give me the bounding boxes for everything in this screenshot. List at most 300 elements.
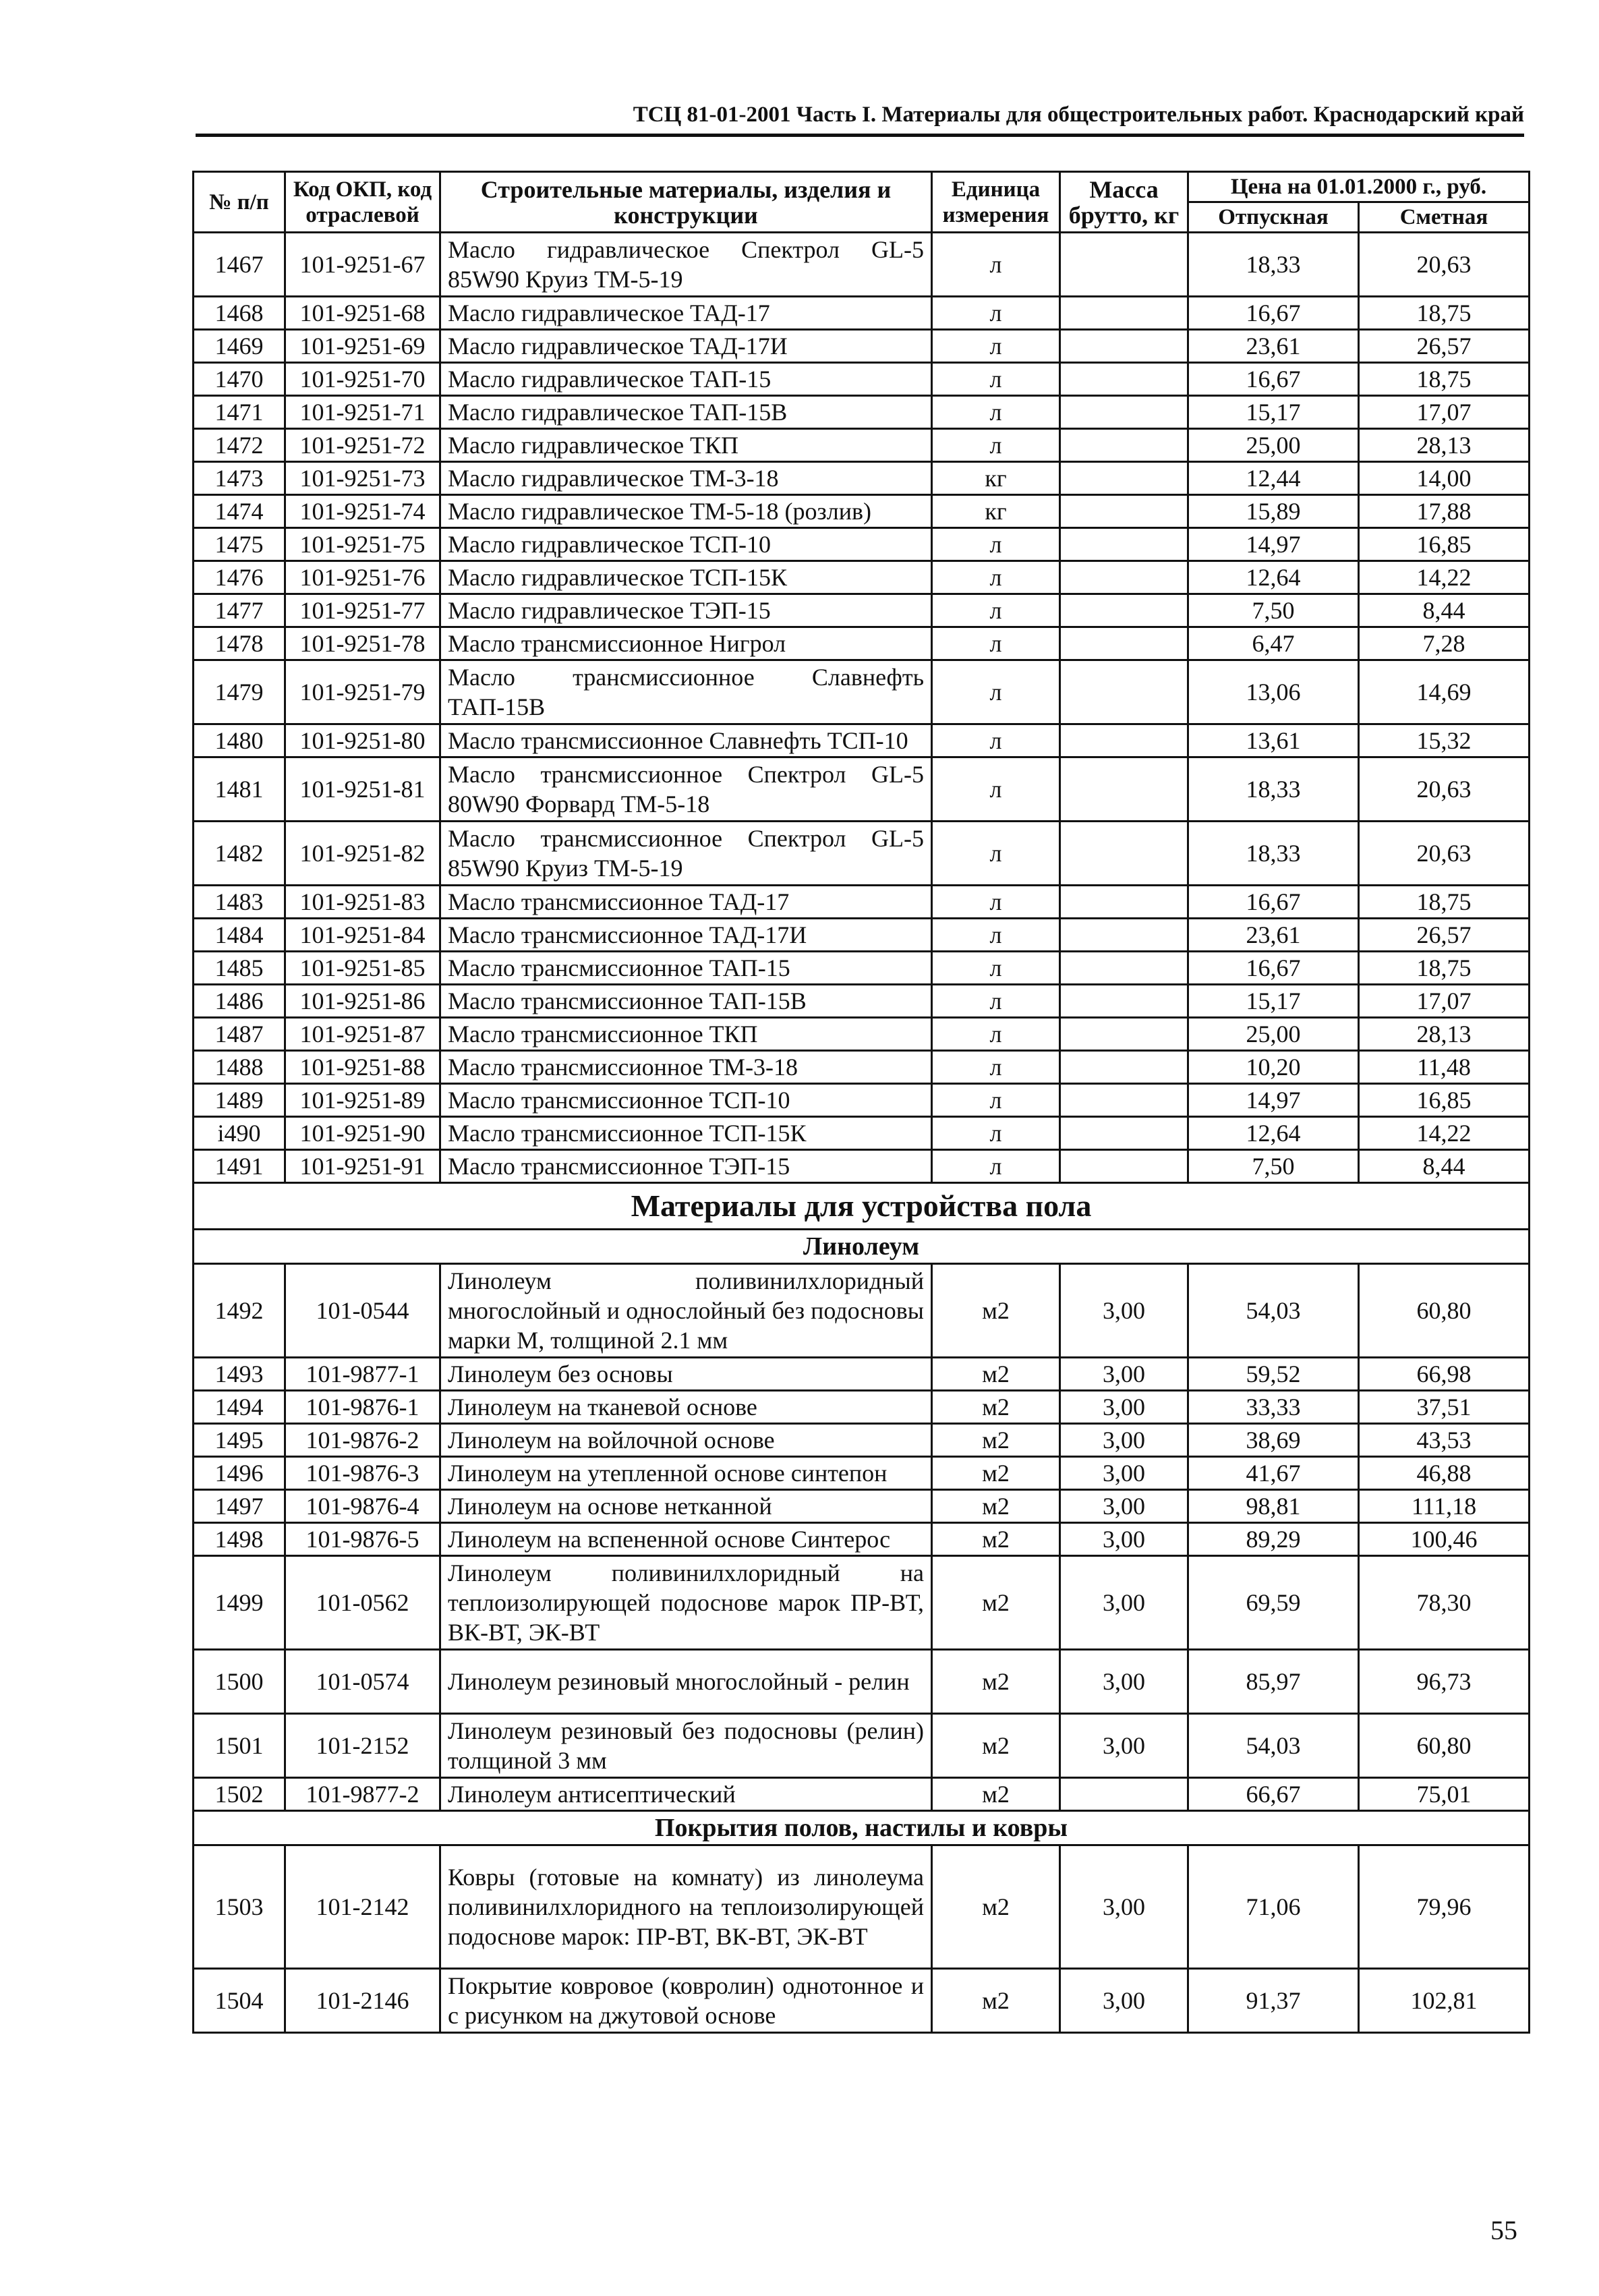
row-name: Линолеум резиновый многослойный - релин bbox=[440, 1650, 932, 1714]
row-code: 101-9251-88 bbox=[285, 1051, 440, 1084]
row-price-release: 23,61 bbox=[1188, 330, 1359, 363]
row-code: 101-0574 bbox=[285, 1650, 440, 1714]
row-price-estimate: 17,07 bbox=[1359, 985, 1530, 1018]
table-row bbox=[194, 561, 1530, 594]
row-mass bbox=[1060, 495, 1188, 528]
row-unit: м2 bbox=[932, 1424, 1060, 1457]
row-unit: л bbox=[932, 724, 1060, 757]
row-mass bbox=[1060, 1150, 1188, 1183]
row-name: Масло трансмиссионное ТМ-3-18 bbox=[440, 1051, 932, 1084]
table-row bbox=[194, 1556, 1530, 1650]
row-price-estimate: 28,13 bbox=[1359, 429, 1530, 462]
row-name: Масло гидравлическое ТАП-15 bbox=[440, 363, 932, 396]
subsection-heading-linoleum: Линолеум bbox=[194, 1230, 1530, 1264]
col-header-unit: Единица измерения bbox=[932, 172, 1060, 233]
table-row bbox=[194, 1264, 1530, 1358]
row-name: Масло гидравлическое ТКП bbox=[440, 429, 932, 462]
row-name: Линолеум на вспененной основе Синтерос bbox=[440, 1523, 932, 1556]
row-price-estimate: 111,18 bbox=[1359, 1490, 1530, 1523]
row-mass: 3,00 bbox=[1060, 1556, 1188, 1650]
table-row bbox=[194, 660, 1530, 724]
row-mass: 3,00 bbox=[1060, 1424, 1188, 1457]
row-code: 101-9251-91 bbox=[285, 1150, 440, 1183]
table-row bbox=[194, 1490, 1530, 1523]
row-price-release: 91,37 bbox=[1188, 1969, 1359, 2033]
row-mass bbox=[1060, 561, 1188, 594]
row-price-release: 15,17 bbox=[1188, 396, 1359, 429]
row-number: 1494 bbox=[194, 1391, 285, 1424]
table-row bbox=[194, 297, 1530, 330]
table-row bbox=[194, 952, 1530, 985]
row-name: Линолеум поливинилхлоридный на теплоизолирующей подоснове марок ПР-ВТ, ВК-ВТ, ЭК-ВТ bbox=[440, 1556, 932, 1650]
row-name: Масло гидравлическое ТСП-10 bbox=[440, 528, 932, 561]
row-code: 101-9251-69 bbox=[285, 330, 440, 363]
table-row bbox=[194, 1714, 1530, 1778]
row-mass bbox=[1060, 627, 1188, 660]
row-unit: л bbox=[932, 1018, 1060, 1051]
row-name: Ковры (готовые на комнату) из линолеума поливинилхлоридного на теплоизолирующей подоснове марок: ПР-ВТ, ВК-ВТ, ЭК-ВТ bbox=[440, 1845, 932, 1969]
row-code: 101-9251-80 bbox=[285, 724, 440, 757]
row-code: 101-9251-79 bbox=[285, 660, 440, 724]
row-name: Линолеум на войлочной основе bbox=[440, 1424, 932, 1457]
row-price-estimate: 60,80 bbox=[1359, 1264, 1530, 1358]
row-price-estimate: 37,51 bbox=[1359, 1391, 1530, 1424]
row-number: 1468 bbox=[194, 297, 285, 330]
row-code: 101-9877-2 bbox=[285, 1778, 440, 1811]
row-name: Масло трансмиссионное ТАП-15В bbox=[440, 985, 932, 1018]
row-price-release: 18,33 bbox=[1188, 822, 1359, 886]
row-unit: м2 bbox=[932, 1845, 1060, 1969]
row-name: Масло трансмиссионное ТСП-15К bbox=[440, 1117, 932, 1150]
table-row bbox=[194, 724, 1530, 757]
table-row bbox=[194, 757, 1530, 822]
row-unit: л bbox=[932, 627, 1060, 660]
row-unit: м2 bbox=[932, 1457, 1060, 1490]
row-code: 101-9251-85 bbox=[285, 952, 440, 985]
row-name: Масло трансмиссионное ТСП-10 bbox=[440, 1084, 932, 1117]
row-name: Линолеум антисептический bbox=[440, 1778, 932, 1811]
row-unit: л bbox=[932, 363, 1060, 396]
row-mass bbox=[1060, 985, 1188, 1018]
row-unit: м2 bbox=[932, 1391, 1060, 1424]
row-price-release: 10,20 bbox=[1188, 1051, 1359, 1084]
row-price-release: 12,44 bbox=[1188, 462, 1359, 495]
row-number: 1495 bbox=[194, 1424, 285, 1457]
col-header-name: Строительные материалы, изделия и конструкции bbox=[440, 172, 932, 233]
row-name: Масло трансмиссионное ТАД-17 bbox=[440, 886, 932, 919]
table-row bbox=[194, 886, 1530, 919]
row-number: 1501 bbox=[194, 1714, 285, 1778]
table-row bbox=[194, 1523, 1530, 1556]
table-row bbox=[194, 1051, 1530, 1084]
table-row bbox=[194, 1358, 1530, 1391]
row-number: 1482 bbox=[194, 822, 285, 886]
row-mass bbox=[1060, 822, 1188, 886]
row-price-estimate: 8,44 bbox=[1359, 594, 1530, 627]
row-price-release: 85,97 bbox=[1188, 1650, 1359, 1714]
row-number: 1504 bbox=[194, 1969, 285, 2033]
row-price-estimate: 18,75 bbox=[1359, 952, 1530, 985]
row-price-release: 6,47 bbox=[1188, 627, 1359, 660]
row-unit: л bbox=[932, 757, 1060, 822]
row-price-release: 25,00 bbox=[1188, 429, 1359, 462]
row-price-release: 16,67 bbox=[1188, 952, 1359, 985]
row-mass bbox=[1060, 919, 1188, 952]
row-price-release: 38,69 bbox=[1188, 1424, 1359, 1457]
row-name: Масло трансмиссионное ТЭП-15 bbox=[440, 1150, 932, 1183]
table-row bbox=[194, 363, 1530, 396]
col-header-price-estimate: Сметная bbox=[1359, 202, 1530, 233]
row-name: Масло гидравлическое ТАД-17И bbox=[440, 330, 932, 363]
row-number: 1473 bbox=[194, 462, 285, 495]
row-unit: кг bbox=[932, 462, 1060, 495]
row-unit: л bbox=[932, 660, 1060, 724]
row-name: Масло трансмиссионное ТАП-15 bbox=[440, 952, 932, 985]
page-number: 55 bbox=[1490, 2215, 1517, 2245]
row-number: 1486 bbox=[194, 985, 285, 1018]
row-price-release: 18,33 bbox=[1188, 757, 1359, 822]
row-code: 101-9251-82 bbox=[285, 822, 440, 886]
row-price-estimate: 66,98 bbox=[1359, 1358, 1530, 1391]
row-price-estimate: 16,85 bbox=[1359, 528, 1530, 561]
row-mass bbox=[1060, 330, 1188, 363]
row-number: 1485 bbox=[194, 952, 285, 985]
row-number: 1472 bbox=[194, 429, 285, 462]
row-price-release: 7,50 bbox=[1188, 594, 1359, 627]
row-name: Линолеум на утепленной основе синтепон bbox=[440, 1457, 932, 1490]
row-number: 1487 bbox=[194, 1018, 285, 1051]
table-row bbox=[194, 462, 1530, 495]
row-mass: 3,00 bbox=[1060, 1969, 1188, 2033]
col-header-code: Код ОКП, код отраслевой bbox=[285, 172, 440, 233]
row-number: 1489 bbox=[194, 1084, 285, 1117]
row-price-estimate: 79,96 bbox=[1359, 1845, 1530, 1969]
row-price-estimate: 15,32 bbox=[1359, 724, 1530, 757]
row-mass bbox=[1060, 233, 1188, 297]
row-unit: м2 bbox=[932, 1969, 1060, 2033]
document-header: ТСЦ 81-01-2001 Часть I. Материалы для общестроительных работ. Краснодарский край bbox=[633, 103, 1524, 127]
row-name: Линолеум без основы bbox=[440, 1358, 932, 1391]
table-row bbox=[194, 233, 1530, 297]
row-price-release: 12,64 bbox=[1188, 561, 1359, 594]
col-header-price-release: Отпускная bbox=[1188, 202, 1359, 233]
row-price-estimate: 20,63 bbox=[1359, 822, 1530, 886]
row-number: 1478 bbox=[194, 627, 285, 660]
row-unit: л bbox=[932, 985, 1060, 1018]
table-row bbox=[194, 1650, 1530, 1714]
table-row bbox=[194, 429, 1530, 462]
row-price-estimate: 18,75 bbox=[1359, 886, 1530, 919]
row-price-release: 13,06 bbox=[1188, 660, 1359, 724]
table-row bbox=[194, 1969, 1530, 2033]
row-number: 1484 bbox=[194, 919, 285, 952]
row-price-release: 15,89 bbox=[1188, 495, 1359, 528]
row-mass bbox=[1060, 886, 1188, 919]
row-unit: л bbox=[932, 528, 1060, 561]
row-price-release: 12,64 bbox=[1188, 1117, 1359, 1150]
row-unit: л bbox=[932, 297, 1060, 330]
row-mass bbox=[1060, 594, 1188, 627]
row-unit: л bbox=[932, 561, 1060, 594]
row-number: 1476 bbox=[194, 561, 285, 594]
row-code: 101-9251-84 bbox=[285, 919, 440, 952]
table-row bbox=[194, 1778, 1530, 1811]
row-number: 1492 bbox=[194, 1264, 285, 1358]
table-row bbox=[194, 1391, 1530, 1424]
row-name: Масло гидравлическое Спектрол GL-5 85W90 Круиз ТМ-5-19 bbox=[440, 233, 932, 297]
row-code: 101-0562 bbox=[285, 1556, 440, 1650]
row-number: 1477 bbox=[194, 594, 285, 627]
row-mass: 3,00 bbox=[1060, 1650, 1188, 1714]
row-price-estimate: 16,85 bbox=[1359, 1084, 1530, 1117]
row-code: 101-9251-73 bbox=[285, 462, 440, 495]
row-unit: л bbox=[932, 1150, 1060, 1183]
subsection-heading-carpets: Покрытия полов, настилы и ковры bbox=[194, 1811, 1530, 1845]
row-number: 1481 bbox=[194, 757, 285, 822]
row-unit: л bbox=[932, 330, 1060, 363]
table-row bbox=[194, 1084, 1530, 1117]
row-price-estimate: 46,88 bbox=[1359, 1457, 1530, 1490]
row-price-release: 69,59 bbox=[1188, 1556, 1359, 1650]
row-unit: м2 bbox=[932, 1650, 1060, 1714]
row-code: 101-9251-90 bbox=[285, 1117, 440, 1150]
row-code: 101-9251-77 bbox=[285, 594, 440, 627]
row-price-estimate: 96,73 bbox=[1359, 1650, 1530, 1714]
row-price-release: 71,06 bbox=[1188, 1845, 1359, 1969]
row-unit: л bbox=[932, 429, 1060, 462]
row-price-estimate: 14,22 bbox=[1359, 1117, 1530, 1150]
subsection-heading-row bbox=[194, 1811, 1530, 1845]
row-unit: л bbox=[932, 1051, 1060, 1084]
row-name: Масло гидравлическое ТМ-5-18 (розлив) bbox=[440, 495, 932, 528]
row-code: 101-9251-74 bbox=[285, 495, 440, 528]
table-row bbox=[194, 822, 1530, 886]
row-price-estimate: 26,57 bbox=[1359, 919, 1530, 952]
table-section-carpets bbox=[194, 1811, 1530, 1845]
row-mass bbox=[1060, 1117, 1188, 1150]
row-price-estimate: 75,01 bbox=[1359, 1778, 1530, 1811]
row-mass bbox=[1060, 1778, 1188, 1811]
row-code: 101-9251-81 bbox=[285, 757, 440, 822]
row-unit: л bbox=[932, 233, 1060, 297]
row-mass bbox=[1060, 462, 1188, 495]
row-number: 1493 bbox=[194, 1358, 285, 1391]
table-header-row bbox=[194, 172, 1530, 202]
row-code: 101-9251-67 bbox=[285, 233, 440, 297]
row-mass bbox=[1060, 297, 1188, 330]
row-price-release: 59,52 bbox=[1188, 1358, 1359, 1391]
row-number: 1480 bbox=[194, 724, 285, 757]
row-unit: л bbox=[932, 396, 1060, 429]
table-section-floor bbox=[194, 1183, 1530, 1264]
row-price-release: 54,03 bbox=[1188, 1714, 1359, 1778]
row-mass bbox=[1060, 528, 1188, 561]
row-code: 101-9876-5 bbox=[285, 1523, 440, 1556]
row-unit: л bbox=[932, 919, 1060, 952]
row-code: 101-9251-89 bbox=[285, 1084, 440, 1117]
row-price-estimate: 18,75 bbox=[1359, 363, 1530, 396]
row-name: Покрытие ковровое (ковролин) однотонное и с рисунком на джутовой основе bbox=[440, 1969, 932, 2033]
row-name: Масло трансмиссионное Славнефть ТСП-10 bbox=[440, 724, 932, 757]
row-price-release: 16,67 bbox=[1188, 363, 1359, 396]
row-unit: м2 bbox=[932, 1556, 1060, 1650]
row-mass: 3,00 bbox=[1060, 1490, 1188, 1523]
row-unit: л bbox=[932, 1117, 1060, 1150]
row-number: 1470 bbox=[194, 363, 285, 396]
row-number: 1499 bbox=[194, 1556, 285, 1650]
row-unit: м2 bbox=[932, 1523, 1060, 1556]
row-price-estimate: 18,75 bbox=[1359, 297, 1530, 330]
row-code: 101-2152 bbox=[285, 1714, 440, 1778]
row-price-estimate: 78,30 bbox=[1359, 1556, 1530, 1650]
row-price-estimate: 14,69 bbox=[1359, 660, 1530, 724]
row-code: 101-9876-4 bbox=[285, 1490, 440, 1523]
row-price-release: 54,03 bbox=[1188, 1264, 1359, 1358]
table-row bbox=[194, 627, 1530, 660]
row-mass: 3,00 bbox=[1060, 1845, 1188, 1969]
table-row bbox=[194, 1150, 1530, 1183]
row-name: Линолеум на основе нетканной bbox=[440, 1490, 932, 1523]
row-price-release: 18,33 bbox=[1188, 233, 1359, 297]
row-code: 101-9251-83 bbox=[285, 886, 440, 919]
table-row bbox=[194, 1018, 1530, 1051]
row-price-estimate: 17,07 bbox=[1359, 396, 1530, 429]
row-price-estimate: 20,63 bbox=[1359, 233, 1530, 297]
row-code: 101-2146 bbox=[285, 1969, 440, 2033]
row-mass: 3,00 bbox=[1060, 1457, 1188, 1490]
row-number: 1491 bbox=[194, 1150, 285, 1183]
col-header-num: № п/п bbox=[194, 172, 285, 233]
row-price-estimate: 28,13 bbox=[1359, 1018, 1530, 1051]
row-number: 1503 bbox=[194, 1845, 285, 1969]
row-price-release: 23,61 bbox=[1188, 919, 1359, 952]
row-mass bbox=[1060, 660, 1188, 724]
row-price-release: 41,67 bbox=[1188, 1457, 1359, 1490]
row-unit: л bbox=[932, 952, 1060, 985]
row-price-release: 14,97 bbox=[1188, 528, 1359, 561]
row-name: Масло трансмиссионное Нигрол bbox=[440, 627, 932, 660]
row-number: 1471 bbox=[194, 396, 285, 429]
row-mass: 3,00 bbox=[1060, 1714, 1188, 1778]
row-unit: м2 bbox=[932, 1264, 1060, 1358]
row-price-estimate: 11,48 bbox=[1359, 1051, 1530, 1084]
section-heading: Материалы для устройства пола bbox=[194, 1183, 1530, 1230]
row-name: Масло гидравлическое ТАД-17 bbox=[440, 297, 932, 330]
row-number: 1475 bbox=[194, 528, 285, 561]
row-code: 101-2142 bbox=[285, 1845, 440, 1969]
row-name: Линолеум на тканевой основе bbox=[440, 1391, 932, 1424]
row-code: 101-0544 bbox=[285, 1264, 440, 1358]
row-code: 101-9876-1 bbox=[285, 1391, 440, 1424]
row-code: 101-9877-1 bbox=[285, 1358, 440, 1391]
row-code: 101-9251-71 bbox=[285, 396, 440, 429]
table-body-oils bbox=[194, 233, 1530, 1183]
table-row bbox=[194, 1845, 1530, 1969]
row-name: Масло трансмиссионное ТКП bbox=[440, 1018, 932, 1051]
row-unit: м2 bbox=[932, 1778, 1060, 1811]
row-name: Масло гидравлическое ТСП-15К bbox=[440, 561, 932, 594]
row-mass: 3,00 bbox=[1060, 1264, 1188, 1358]
row-unit: л bbox=[932, 594, 1060, 627]
table-row bbox=[194, 528, 1530, 561]
row-price-estimate: 100,46 bbox=[1359, 1523, 1530, 1556]
row-name: Масло трансмиссионное ТАД-17И bbox=[440, 919, 932, 952]
row-number: 1479 bbox=[194, 660, 285, 724]
table-row bbox=[194, 396, 1530, 429]
row-price-estimate: 26,57 bbox=[1359, 330, 1530, 363]
row-code: 101-9251-68 bbox=[285, 297, 440, 330]
table-row bbox=[194, 985, 1530, 1018]
row-unit: кг bbox=[932, 495, 1060, 528]
row-code: 101-9251-72 bbox=[285, 429, 440, 462]
subsection-heading-row bbox=[194, 1230, 1530, 1264]
materials-price-table bbox=[192, 171, 1530, 2034]
row-number: 1500 bbox=[194, 1650, 285, 1714]
row-number: 1483 bbox=[194, 886, 285, 919]
row-code: 101-9251-86 bbox=[285, 985, 440, 1018]
row-mass: 3,00 bbox=[1060, 1358, 1188, 1391]
row-price-estimate: 20,63 bbox=[1359, 757, 1530, 822]
row-price-release: 25,00 bbox=[1188, 1018, 1359, 1051]
row-price-release: 14,97 bbox=[1188, 1084, 1359, 1117]
row-mass bbox=[1060, 757, 1188, 822]
col-header-mass: Масса брутто, кг bbox=[1060, 172, 1188, 233]
row-unit: л bbox=[932, 886, 1060, 919]
table-body-linoleum bbox=[194, 1264, 1530, 1811]
row-price-release: 13,61 bbox=[1188, 724, 1359, 757]
col-header-price-group: Цена на 01.01.2000 г., руб. bbox=[1188, 172, 1530, 202]
row-number: i490 bbox=[194, 1117, 285, 1150]
row-name: Линолеум резиновый без подосновы (релин) толщиной 3 мм bbox=[440, 1714, 932, 1778]
table-row bbox=[194, 1424, 1530, 1457]
row-code: 101-9251-70 bbox=[285, 363, 440, 396]
row-price-release: 7,50 bbox=[1188, 1150, 1359, 1183]
row-price-estimate: 43,53 bbox=[1359, 1424, 1530, 1457]
table-row bbox=[194, 919, 1530, 952]
row-price-estimate: 7,28 bbox=[1359, 627, 1530, 660]
table-body-carpets bbox=[194, 1845, 1530, 2033]
row-code: 101-9876-2 bbox=[285, 1424, 440, 1457]
row-price-release: 15,17 bbox=[1188, 985, 1359, 1018]
row-mass bbox=[1060, 1051, 1188, 1084]
row-price-estimate: 102,81 bbox=[1359, 1969, 1530, 2033]
row-code: 101-9251-76 bbox=[285, 561, 440, 594]
row-price-release: 66,67 bbox=[1188, 1778, 1359, 1811]
row-number: 1474 bbox=[194, 495, 285, 528]
row-name: Линолеум поливинилхлоридный многослойный и однослойный без подосновы марки М, толщиной 2.1 мм bbox=[440, 1264, 932, 1358]
table-row bbox=[194, 495, 1530, 528]
table-row bbox=[194, 594, 1530, 627]
row-unit: м2 bbox=[932, 1358, 1060, 1391]
row-price-estimate: 60,80 bbox=[1359, 1714, 1530, 1778]
row-code: 101-9251-75 bbox=[285, 528, 440, 561]
row-number: 1496 bbox=[194, 1457, 285, 1490]
row-unit: л bbox=[932, 1084, 1060, 1117]
row-mass bbox=[1060, 724, 1188, 757]
row-price-release: 16,67 bbox=[1188, 886, 1359, 919]
row-number: 1488 bbox=[194, 1051, 285, 1084]
row-price-release: 89,29 bbox=[1188, 1523, 1359, 1556]
row-price-release: 16,67 bbox=[1188, 297, 1359, 330]
row-mass bbox=[1060, 363, 1188, 396]
header-rule bbox=[196, 134, 1524, 137]
row-name: Масло трансмиссионное Спектрол GL-5 85W90 Круиз ТМ-5-19 bbox=[440, 822, 932, 886]
row-number: 1498 bbox=[194, 1523, 285, 1556]
table-row bbox=[194, 1117, 1530, 1150]
row-unit: м2 bbox=[932, 1714, 1060, 1778]
row-mass bbox=[1060, 1084, 1188, 1117]
row-number: 1467 bbox=[194, 233, 285, 297]
